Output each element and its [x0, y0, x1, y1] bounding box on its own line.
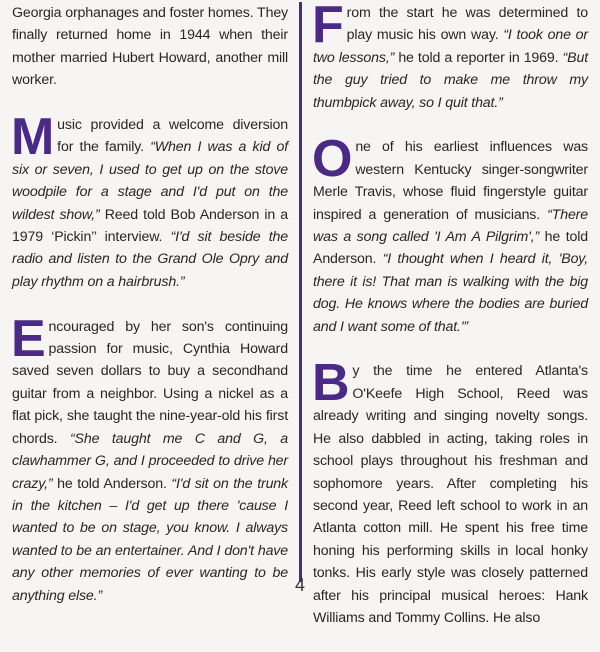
- body-text: rom the start he was determined to play music his own way.: [346, 5, 588, 44]
- drop-cap: M: [11, 108, 55, 167]
- drop-cap: F: [312, 0, 344, 54]
- body-text: he told Anderson.: [52, 475, 172, 492]
- quote-text: “I thought when I heard it, 'Boy, there it is! That man is walking with the big dog. He knows where the bodies are buried and I want some of that.'”: [313, 251, 588, 335]
- body-text: y the time he entered Atlanta's O'Keefe High School, Reed was already writing and singing novelty songs. He also dabbled in acting, taking roles in school plays throughout his freshman and sophomore years. After completing his second year, Reed left school to work in an Atlanta cotton mill. He spent his free time honing his performing skills in local honky tonks. His early style was closely patterned after his principal musical heroes: Hank Williams and Tommy Collins. He also: [313, 363, 588, 626]
- quote-text: “When I was a kid of six or seven, I used to get up on the stove woodpile for a stage and I'd put on the wildest show,”: [12, 139, 288, 223]
- quote-text: “There was a song called 'I Am A Pilgrim',”: [313, 206, 588, 246]
- paragraph-own-way: [313, 2, 588, 114]
- body-text: he told Anderson.: [313, 229, 588, 268]
- quote-text: “I'd sit on the trunk in the kitchen – I'd get up there 'cause I wanted to be on stage, you know. I always wanted to be an entertainer. And I don't have any other memories of ever wanting to be anything else.”: [12, 475, 288, 604]
- body-text: Reed told Bob Anderson in a 1979 ‘Pickin’’ interview.: [12, 206, 288, 246]
- paragraph-influences: [312, 130, 588, 338]
- body-text: he told a reporter in 1969.: [394, 49, 563, 66]
- quote-text: “She taught me C and G, a clawhammer G, and I proceeded to drive her crazy,”: [12, 430, 288, 492]
- quote-text: “But the guy tried to make me throw my thumbpick away, so I quit that.”: [313, 49, 588, 111]
- body-text: ncouraged by her son's continuing passion for music, Cynthia Howard saved seven dollars to buy a secondhand guitar from a neighbor. Using a nickel as a flat pick, she taught the nine-year-old his first chords.: [12, 318, 288, 447]
- paragraph-first-guitar: [11, 309, 288, 607]
- quote-text: “I'd sit beside the radio and listen to the Grand Ole Opry and play rhythm on a hairbrush.”: [12, 229, 288, 290]
- body-text: ne of his earliest influences was western Kentucky singer-songwriter Merle Travis, whose fluid fingerstyle guitar inspired a generation of musicians.: [313, 139, 588, 223]
- paragraph-continued: Georgia orphanages and foster homes. They finally returned home in 1944 when their mother married Hubert Howard, another mill worker.: [12, 5, 288, 89]
- page-number: 4: [294, 575, 305, 595]
- quote-text: “I took one or two lessons,”: [313, 27, 588, 66]
- left-column: [12, 2, 288, 629]
- right-column: [313, 2, 588, 652]
- drop-cap: E: [11, 309, 46, 368]
- body-text: usic provided a welcome diversion for the family.: [57, 117, 288, 156]
- column-divider: [299, 2, 302, 582]
- drop-cap: O: [312, 130, 353, 189]
- drop-cap: B: [312, 354, 350, 413]
- paragraph-music-diversion: [11, 108, 288, 293]
